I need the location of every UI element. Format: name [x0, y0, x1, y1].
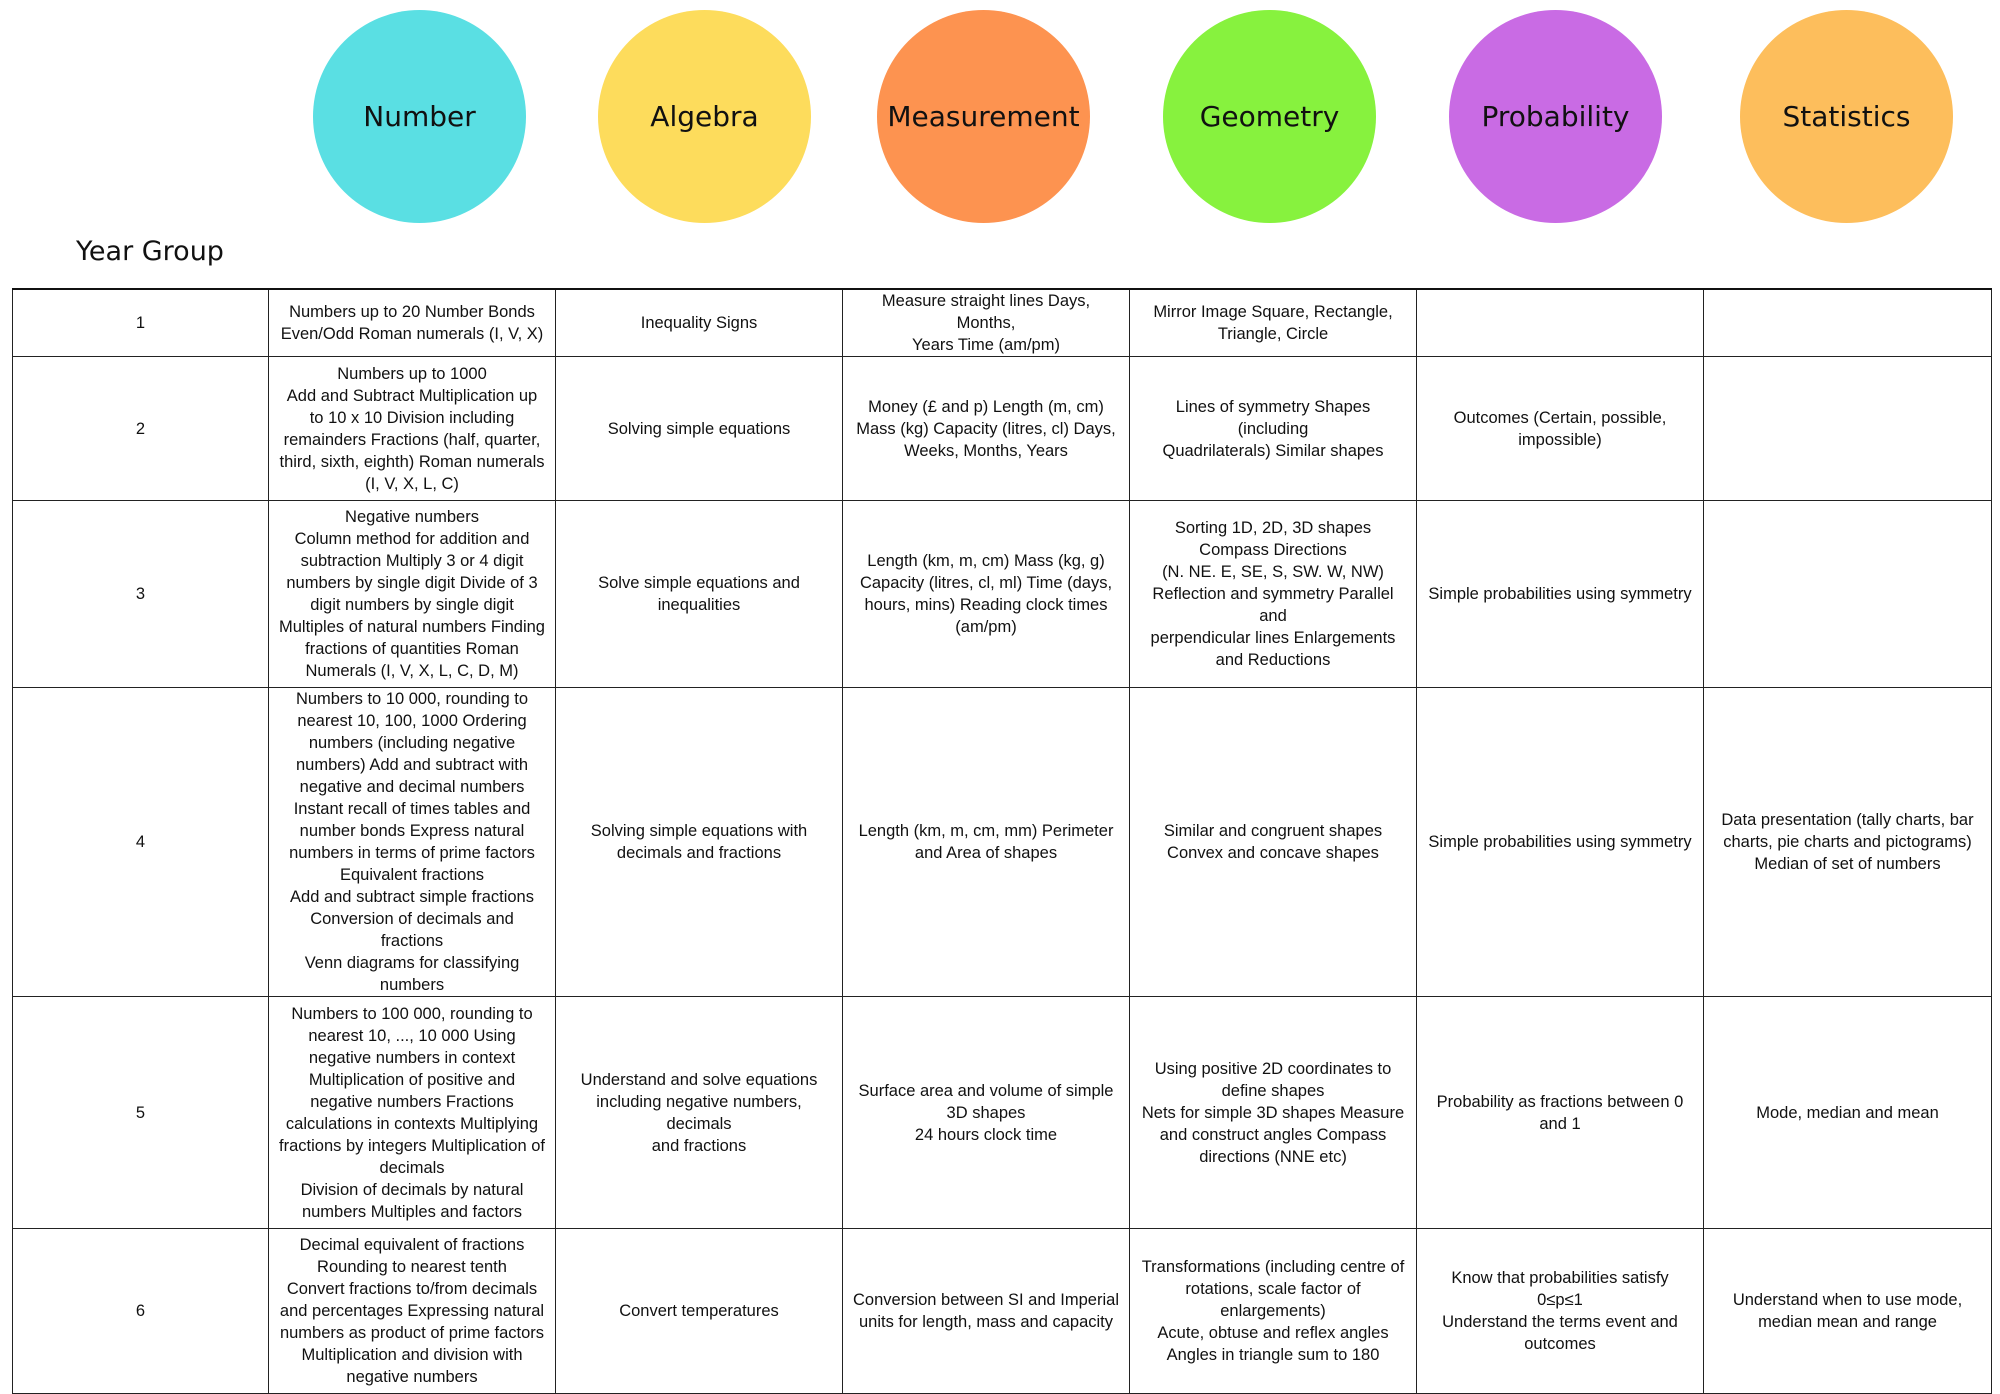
statistics-cell: [1704, 501, 1992, 688]
strand-statistics-label: Statistics: [1782, 100, 1911, 133]
measurement-cell: Length (km, m, cm) Mass (kg, g) Capacity (litres, cl, ml) Time (days, hours, mins) Reading clock times (am/pm): [843, 501, 1130, 688]
year-cell: 6: [13, 1229, 269, 1394]
strand-probability-label: Probability: [1481, 100, 1630, 133]
year-cell: 3: [13, 501, 269, 688]
geometry-cell: Transformations (including centre of rotations, scale factor of enlargements) Acute, obtuse and reflex angles Angles in triangle sum to 180: [1130, 1229, 1417, 1394]
algebra-cell: Understand and solve equations including negative numbers, decimals and fractions: [556, 997, 843, 1229]
geometry-cell: Sorting 1D, 2D, 3D shapes Compass Directions (N. NE. E, SE, S, SW. W, NW) Reflection and symmetry Parallel and perpendicular lines Enlargements and Reductions: [1130, 501, 1417, 688]
measurement-cell: Money (£ and p) Length (m, cm) Mass (kg) Capacity (litres, cl) Days, Weeks, Months, Years: [843, 357, 1130, 501]
strand-statistics-circle: [1740, 10, 1953, 223]
table-row: [13, 289, 1992, 357]
measurement-cell: Surface area and volume of simple 3D shapes 24 hours clock time: [843, 997, 1130, 1229]
algebra-cell: Inequality Signs: [556, 289, 843, 357]
year-cell: 1: [13, 289, 269, 357]
strand-measurement-label: Measurement: [887, 100, 1080, 133]
probability-cell: Probability as fractions between 0 and 1: [1417, 997, 1704, 1229]
probability-cell: Know that probabilities satisfy 0≤p≤1 Understand the terms event and outcomes: [1417, 1229, 1704, 1394]
geometry-cell: Mirror Image Square, Rectangle, Triangle, Circle: [1130, 289, 1417, 357]
algebra-cell: Solving simple equations: [556, 357, 843, 501]
geometry-cell: Using positive 2D coordinates to define shapes Nets for simple 3D shapes Measure and construct angles Compass directions (NNE etc): [1130, 997, 1417, 1229]
statistics-cell: Mode, median and mean: [1704, 997, 1992, 1229]
table-row: [13, 501, 1992, 688]
algebra-cell: Solving simple equations with decimals and fractions: [556, 688, 843, 997]
strand-header: [0, 0, 2000, 240]
measurement-cell: Conversion between SI and Imperial units for length, mass and capacity: [843, 1229, 1130, 1394]
probability-cell: [1417, 289, 1704, 357]
statistics-cell: Data presentation (tally charts, bar charts, pie charts and pictograms) Median of set of numbers: [1704, 688, 1992, 997]
measurement-cell: Measure straight lines Days, Months, Years Time (am/pm): [843, 289, 1130, 357]
number-cell: Negative numbers Column method for addition and subtraction Multiply 3 or 4 digit numbers by single digit Divide of 3 digit numbers by single digit Multiples of natural numbers Finding fractions of quantities Roman Numerals (I, V, X, L, C, D, M): [269, 501, 556, 688]
year-group-label: Year Group: [76, 236, 224, 267]
statistics-cell: [1704, 357, 1992, 501]
number-cell: Decimal equivalent of fractions Rounding to nearest tenth Convert fractions to/from decimals and percentages Expressing natural numbers as product of prime factors Multiplication and division with negative numbers: [269, 1229, 556, 1394]
strand-number-circle: [313, 10, 526, 223]
curriculum-table: [12, 288, 1992, 1394]
probability-cell: Simple probabilities using symmetry: [1417, 501, 1704, 688]
measurement-cell: Length (km, m, cm, mm) Perimeter and Area of shapes: [843, 688, 1130, 997]
strand-geometry-circle: [1163, 10, 1376, 223]
geometry-cell: Similar and congruent shapes Convex and concave shapes: [1130, 688, 1417, 997]
probability-cell: Outcomes (Certain, possible, impossible): [1417, 357, 1704, 501]
number-cell: Numbers up to 20 Number Bonds Even/Odd Roman numerals (I, V, X): [269, 289, 556, 357]
statistics-cell: Understand when to use mode, median mean and range: [1704, 1229, 1992, 1394]
year-cell: 4: [13, 688, 269, 997]
strand-geometry-label: Geometry: [1199, 100, 1340, 133]
table-row: [13, 997, 1992, 1229]
table-row: [13, 357, 1992, 501]
probability-cell: Simple probabilities using symmetry: [1417, 688, 1704, 997]
number-cell: Numbers to 10 000, rounding to nearest 10, 100, 1000 Ordering numbers (including negative numbers) Add and subtract with negative and decimal numbers Instant recall of times tables and number bonds Express natural numbers in terms of prime factors Equivalent fractions Add and subtract simple fractions Conversion of decimals and fractions Venn diagrams for classifying numbers: [269, 688, 556, 997]
number-cell: Numbers up to 1000 Add and Subtract Multiplication up to 10 x 10 Division including remainders Fractions (half, quarter, third, sixth, eighth) Roman numerals (I, V, X, L, C): [269, 357, 556, 501]
strand-number-label: Number: [363, 100, 476, 133]
algebra-cell: Convert temperatures: [556, 1229, 843, 1394]
number-cell: Numbers to 100 000, rounding to nearest 10, ..., 10 000 Using negative numbers in context Multiplication of positive and negative numbers Fractions calculations in contexts Multiplying fractions by integers Multiplication of decimals Division of decimals by natural numbers Multiples and factors: [269, 997, 556, 1229]
statistics-cell: [1704, 289, 1992, 357]
strand-measurement-circle: [877, 10, 1090, 223]
strand-algebra-circle: [598, 10, 811, 223]
strand-algebra-label: Algebra: [650, 100, 759, 133]
geometry-cell: Lines of symmetry Shapes (including Quadrilaterals) Similar shapes: [1130, 357, 1417, 501]
table-row: [13, 1229, 1992, 1394]
year-cell: 2: [13, 357, 269, 501]
table-row: [13, 688, 1992, 997]
strand-probability-circle: [1449, 10, 1662, 223]
algebra-cell: Solve simple equations and inequalities: [556, 501, 843, 688]
year-cell: 5: [13, 997, 269, 1229]
